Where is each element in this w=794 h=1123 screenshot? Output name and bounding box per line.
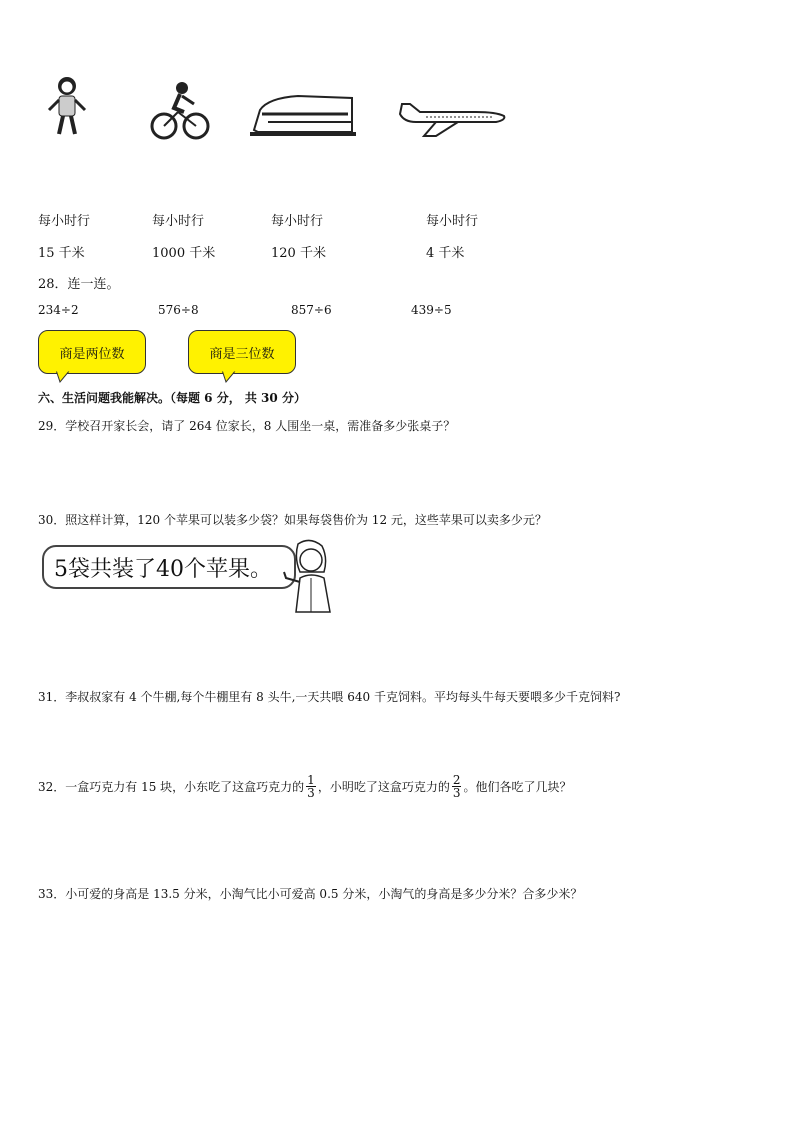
airplane-picture (396, 100, 508, 140)
q32-fraction-1-denominator: 3 (307, 786, 315, 800)
speed-label-cyclist: 每小时行 (152, 214, 205, 229)
train-picture (248, 92, 358, 138)
cyclist-picture (150, 80, 210, 142)
callout-three-digit-quotient[interactable] (188, 330, 296, 374)
q32-fraction-2-denominator: 3 (452, 786, 461, 800)
q33-text: 33．小可爱的身高是 13.5 分米，小淘气比小可爱高 0.5 分米，小淘气的身高是多少分米？合多少米？ (38, 887, 583, 901)
girl-speaking-picture (280, 538, 338, 614)
callout-two-digit-label: 商是两位数 (59, 346, 125, 362)
q32-part1: 32．一盒巧克力有 15 块，小东吃了这盒巧克力的 (38, 780, 305, 794)
q30-text: 30．照这样计算，120 个苹果可以装多少袋？如果每袋售价为 12 元，这些苹果可以卖多少元？ (38, 513, 547, 527)
q28-expr-4: 439÷5 (411, 303, 452, 317)
speed-label-child: 每小时行 (38, 214, 91, 229)
q28-expr-2: 576÷8 (158, 303, 199, 317)
speed-label-train: 每小时行 (271, 214, 324, 229)
speed-label-airplane: 每小时行 (426, 214, 479, 229)
child-walking-picture (44, 74, 90, 138)
section-6-heading: 六、生活问题我能解决。（每题 6 分， 共 30 分） (38, 391, 306, 405)
q29-text: 29．学校召开家长会，请了 264 位家长，8 人围坐一桌，需准备多少张桌子？ (38, 419, 456, 433)
speed-value-1: 15 千米 (38, 246, 85, 261)
callout-two-digit-tail (56, 370, 70, 384)
q32-fraction-2 (452, 774, 462, 799)
speed-value-2: 1000 千米 (152, 246, 216, 261)
callout-two-digit-quotient[interactable] (38, 330, 146, 374)
speed-value-4: 4 千米 (426, 246, 465, 261)
q32-fraction-1-numerator: 1 (307, 773, 315, 787)
callout-three-digit-label: 商是三位数 (209, 346, 275, 362)
q32-line (38, 774, 571, 799)
speed-value-3: 120 千米 (271, 246, 326, 261)
speech-bubble (42, 545, 296, 589)
q28-expr-1: 234÷2 (38, 303, 79, 317)
speech-bubble-text: 5袋共装了40个苹果。 (54, 556, 272, 582)
q32-fraction-1 (306, 774, 316, 799)
q32-part2: ，小明吃了这盒巧克力的 (317, 780, 450, 794)
q28-title: 28．连一连。 (38, 277, 120, 292)
q32-part3: 。他们各吃了几块？ (463, 780, 572, 794)
q28-expr-3: 857÷6 (291, 303, 332, 317)
callout-three-digit-tail (222, 370, 236, 384)
q31-text: 31．李叔叔家有 4 个牛棚,每个牛棚里有 8 头牛,一天共喂 640 千克饲料。平均每头牛每天要喂多少千克饲料? (38, 690, 621, 704)
q32-fraction-2-numerator: 2 (452, 773, 461, 787)
